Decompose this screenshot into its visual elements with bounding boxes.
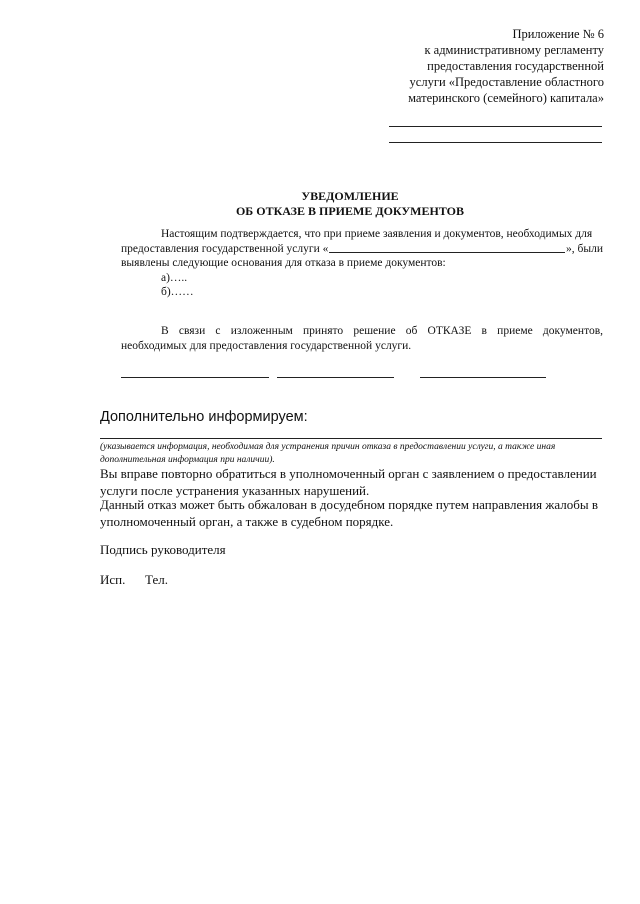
p1-line-3: выявлены следующие основания для отказа в приеме документов: bbox=[121, 257, 446, 269]
position-signature-line bbox=[121, 377, 269, 378]
service-name-blank bbox=[329, 252, 565, 253]
appeal-paragraph: Данный отказ может быть обжалован в досудебном порядке путем направления жалобы в уполномоченный орган, а также в судебном порядке. bbox=[100, 497, 598, 529]
title-line-1: УВЕДОМЛЕНИЕ bbox=[301, 189, 399, 203]
additional-note: (указывается информация, необходимая для устранения причин отказа в предоставлении услуги, а также иная дополнительная информация при наличии). bbox=[100, 442, 556, 465]
signature-line bbox=[277, 377, 394, 378]
recipient-line-1 bbox=[389, 126, 602, 127]
appendix-line-1: Приложение № 6 bbox=[512, 27, 604, 41]
confirmation-paragraph bbox=[121, 227, 603, 300]
p1-line-1: Настоящим подтверждается, что при приеме заявления и документов, необходимых для bbox=[161, 228, 593, 240]
appendix-line-5: материнского (семейного) капитала» bbox=[408, 91, 604, 105]
title-line-2: ОБ ОТКАЗЕ В ПРИЕМЕ ДОКУМЕНТОВ bbox=[235, 204, 465, 218]
appendix-line-4: услуги «Предоставление областного bbox=[409, 75, 604, 89]
appendix-line-3: предоставления государственной bbox=[427, 59, 604, 73]
recipient-line-2 bbox=[389, 142, 602, 143]
additional-heading: Дополнительно информируем: bbox=[100, 409, 308, 425]
decision-paragraph bbox=[121, 324, 603, 353]
appendix-header bbox=[408, 26, 604, 106]
p2-line-1: В связи с изложенным принято решение об ОТКАЗЕ в приеме документов, bbox=[161, 325, 603, 337]
p1-line-2-start: предоставления государственной услуги « bbox=[121, 242, 329, 255]
appendix-line-2: к административному регламенту bbox=[424, 43, 604, 57]
p1-line-2-end: », были bbox=[566, 242, 603, 255]
p1-line-2 bbox=[121, 242, 603, 257]
reason-item-b: б)…… bbox=[161, 286, 194, 298]
additional-info-line bbox=[100, 438, 602, 439]
p2-line-2: необходимых для предоставления государственной услуги. bbox=[121, 339, 412, 352]
reapply-paragraph: Вы вправе повторно обратиться в уполномоченный орган с заявлением о предоставлении услуги после устранения указанных нарушений. bbox=[100, 466, 597, 498]
executor-label: Исп. bbox=[100, 572, 126, 587]
phone-label: Тел. bbox=[145, 572, 168, 587]
document-title bbox=[0, 189, 640, 219]
reason-item-a: а)….. bbox=[161, 271, 188, 284]
manager-signature: Подпись руководителя bbox=[100, 542, 226, 557]
name-signature-line bbox=[420, 377, 546, 378]
